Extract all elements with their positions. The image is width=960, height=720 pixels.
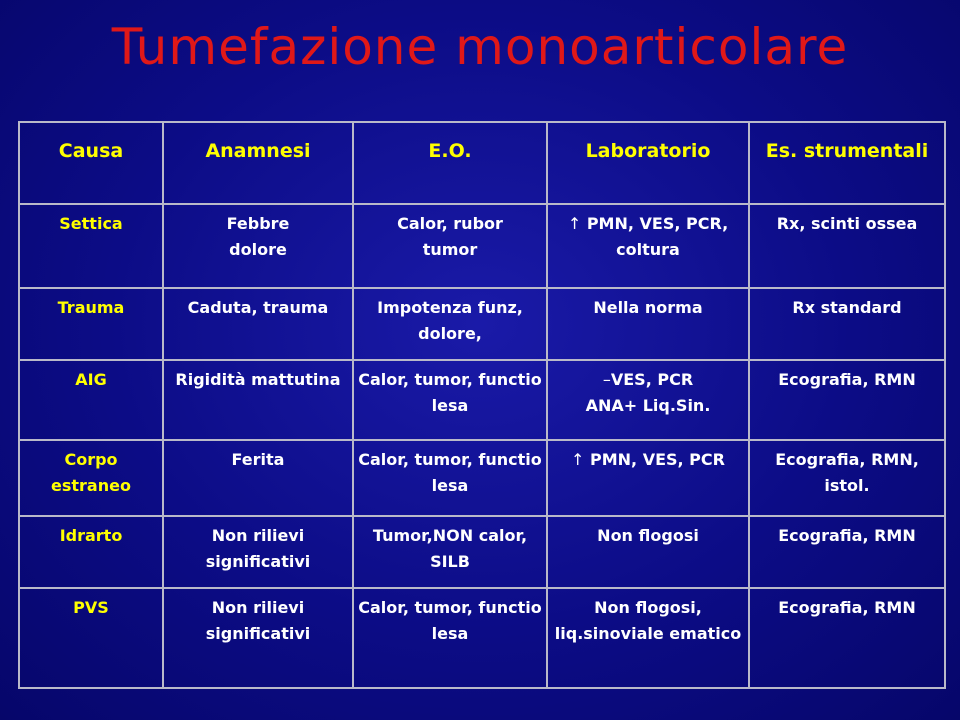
cell-causa: Idrarto: [19, 516, 163, 588]
header-laboratorio: Laboratorio: [547, 122, 749, 204]
cell-causa: PVS: [19, 588, 163, 688]
cell-eo: Calor, tumor, functio lesa: [353, 588, 547, 688]
cell-eo: Tumor,NON calor, SILB: [353, 516, 547, 588]
cell-laboratorio: [547, 440, 749, 516]
cell-line: dolore: [229, 240, 287, 259]
cell-text: PMN, VES, PCR: [590, 450, 725, 469]
cell-es-strumentali: Rx standard: [749, 288, 945, 360]
cell-text: PMN, VES, PCR, coltura: [586, 214, 729, 259]
cell-es-strumentali: Rx, scinti ossea: [749, 204, 945, 288]
cell-es-strumentali: Ecografia, RMN: [749, 516, 945, 588]
cell-text: Non flogosi, liq.sinoviale ematico: [554, 598, 742, 643]
cell-line: Febbre: [226, 214, 290, 233]
cell-causa: Settica: [19, 204, 163, 288]
cell-es-strumentali: Ecografia, RMN, istol.: [749, 440, 945, 516]
header-es-strumentali: Es. strumentali: [749, 122, 945, 204]
cell-line: ANA+ Liq.Sin.: [585, 396, 711, 415]
cell-anamnesi: Non rilievi significativi: [163, 588, 353, 688]
cell-anamnesi: Caduta, trauma: [163, 288, 353, 360]
table-header-row: [19, 122, 945, 204]
cell-eo: Calor, tumor, functio lesa: [353, 440, 547, 516]
cell-anamnesi: [163, 204, 353, 288]
cell-anamnesi: Rigidità mattutina: [163, 360, 353, 440]
cell-line: Calor, rubor: [397, 214, 503, 233]
cell-laboratorio: [547, 516, 749, 588]
table-row: [19, 440, 945, 516]
cell-text: Nella norma: [593, 298, 703, 317]
cell-line: tumor: [422, 240, 478, 259]
table-row: [19, 288, 945, 360]
cell-anamnesi: Non rilievi significativi: [163, 516, 353, 588]
cell-causa: Corpo estraneo: [19, 440, 163, 516]
cell-eo: Calor, tumor, functio lesa: [353, 360, 547, 440]
header-eo: E.O.: [353, 122, 547, 204]
header-causa: Causa: [19, 122, 163, 204]
cell-laboratorio: [547, 360, 749, 440]
up-arrow-icon: ↑: [567, 214, 582, 233]
header-anamnesi: Anamnesi: [163, 122, 353, 204]
cell-eo: Impotenza funz, dolore,: [353, 288, 547, 360]
cell-laboratorio: [547, 204, 749, 288]
cell-laboratorio: [547, 288, 749, 360]
cell-laboratorio: [547, 588, 749, 688]
cell-text: VES, PCR: [610, 370, 694, 389]
cell-text: Non flogosi: [597, 526, 699, 545]
cell-causa: AIG: [19, 360, 163, 440]
cell-es-strumentali: Ecografia, RMN: [749, 588, 945, 688]
cell-anamnesi: Ferita: [163, 440, 353, 516]
up-arrow-icon: ↑: [571, 450, 585, 469]
minus-icon: –: [602, 370, 611, 389]
differential-table: [18, 121, 946, 689]
table-row: [19, 516, 945, 588]
cell-es-strumentali: Ecografia, RMN: [749, 360, 945, 440]
cell-eo: [353, 204, 547, 288]
cell-causa: Trauma: [19, 288, 163, 360]
table-row: [19, 588, 945, 688]
table-row: [19, 360, 945, 440]
table-row: [19, 204, 945, 288]
page-title: Tumefazione monoarticolare: [111, 18, 849, 76]
